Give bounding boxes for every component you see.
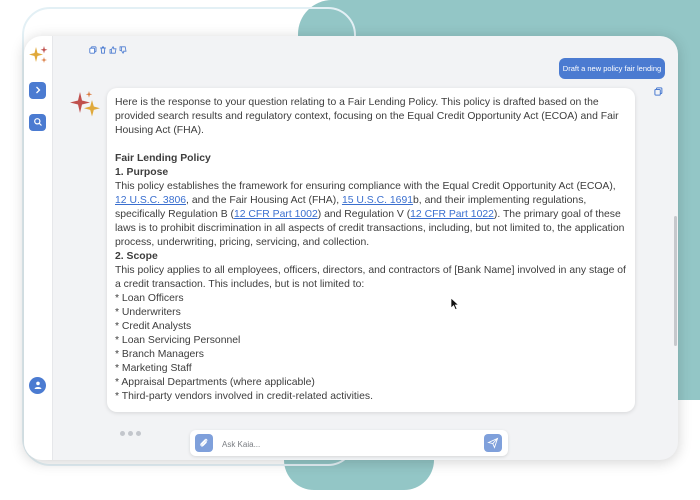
send-icon <box>487 437 499 449</box>
attach-button[interactable] <box>195 434 213 452</box>
list-item: * Third-party vendors involved in credit-related activities. <box>115 391 373 402</box>
search-icon <box>33 117 43 127</box>
chevron-right-icon <box>33 85 43 95</box>
thumbs-down-icon[interactable] <box>119 41 127 49</box>
policy-title: Fair Lending Policy <box>115 153 211 164</box>
copy-icon[interactable] <box>654 83 663 92</box>
response-intro: Here is the response to your question relating to a Fair Lending Policy. This policy is drafted based on the provided search results and regulatory context, focusing on the Equal Credit Opportunity Act (ECOA) and Fair Housing Act (FHA). <box>115 97 619 136</box>
purpose-heading: 1. Purpose <box>115 167 169 178</box>
thumbs-up-icon[interactable] <box>109 41 117 49</box>
purpose-text: ) and Regulation V ( <box>317 209 411 220</box>
mouse-cursor-icon <box>450 297 460 311</box>
user-message-bubble: Draft a new policy fair lending <box>559 58 665 79</box>
sidebar <box>24 36 53 460</box>
copy-icon[interactable] <box>89 41 97 49</box>
citation-link[interactable]: 12 CFR Part 1022 <box>410 209 494 220</box>
list-item: * Loan Officers <box>115 293 184 304</box>
list-item: * Branch Managers <box>115 349 204 360</box>
assistant-sparkle-icon <box>69 90 103 120</box>
expand-sidebar-button[interactable] <box>29 82 46 99</box>
list-item: * Credit Analysts <box>115 321 192 332</box>
list-item: * Marketing Staff <box>115 363 192 374</box>
scope-heading: 2. Scope <box>115 251 158 262</box>
ask-input[interactable] <box>220 434 474 454</box>
search-button[interactable] <box>29 114 46 131</box>
user-avatar-button[interactable] <box>29 377 46 394</box>
send-button[interactable] <box>484 434 502 452</box>
trash-icon[interactable] <box>99 41 107 49</box>
typing-indicator <box>120 431 141 436</box>
citation-link[interactable]: 12 CFR Part 1002 <box>233 209 318 220</box>
purpose-text: This policy establishes the framework for ensuring compliance with the Equal Credit Opportunity Act (ECOA), <box>115 181 616 192</box>
purpose-text: , and the Fair Housing Act (FHA), <box>186 195 342 206</box>
purpose-text: b, and their implementing regulations, specifically Regulation B ( <box>115 195 587 220</box>
message-actions <box>89 41 127 51</box>
list-item: * Appraisal Departments (where applicable) <box>115 377 315 388</box>
composer-bar <box>190 430 508 456</box>
app-window <box>24 36 678 460</box>
list-item: * Loan Servicing Personnel <box>115 335 241 346</box>
chat-scrollbar[interactable] <box>674 216 677 346</box>
purpose-text: ). The primary goal of these laws is to prohibit discrimination in all aspects of credit transactions, including, but not limited to, the application process, underwriting, pricing, servicing, and collection. <box>115 209 625 248</box>
purpose-paragraph <box>115 180 627 250</box>
citation-link[interactable]: 15 U.S.C. 1691 <box>341 195 414 206</box>
list-item: * Underwriters <box>115 307 181 318</box>
sparkle-logo-icon[interactable] <box>27 44 49 66</box>
paperclip-icon <box>198 437 210 449</box>
scope-paragraph: This policy applies to all employees, officers, directors, and contractors of [Bank Name] involved in any stage of a credit transaction. This includes, but is not limited to: <box>115 265 626 290</box>
assistant-response-card <box>107 88 635 412</box>
user-icon <box>33 380 43 390</box>
citation-link[interactable]: 12 U.S.C. 3806 <box>115 195 187 206</box>
